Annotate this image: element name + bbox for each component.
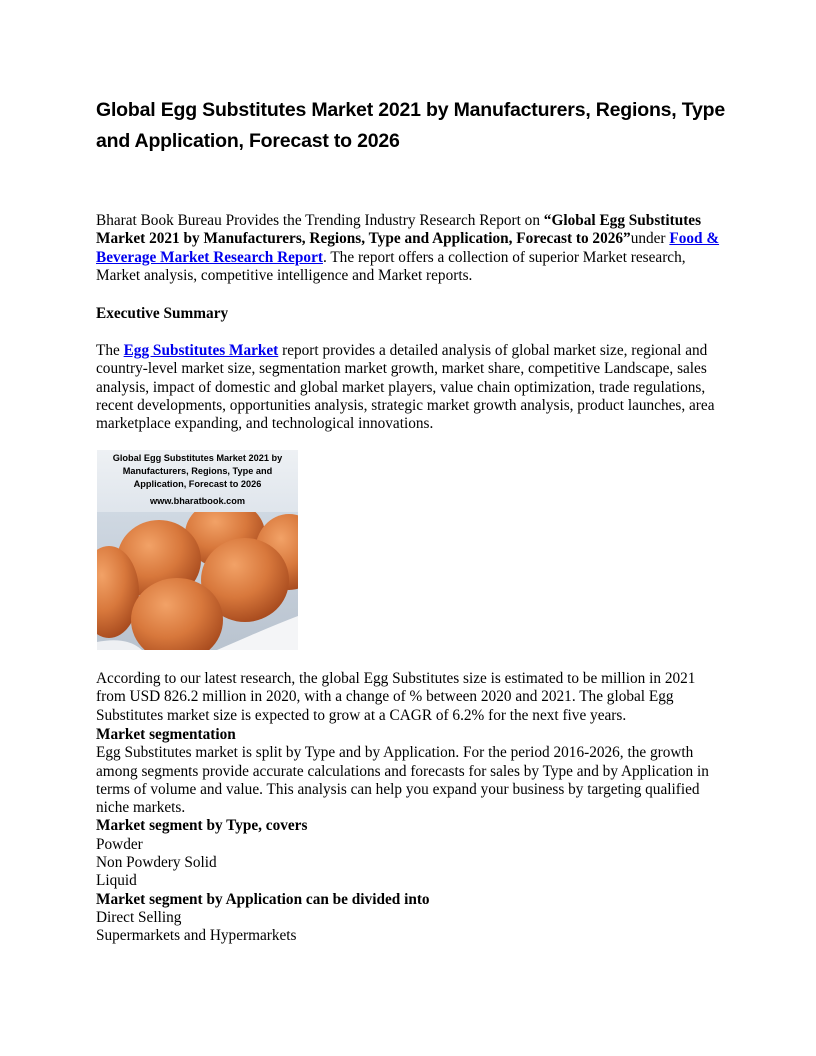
document-title: Global Egg Substitutes Market 2021 by Manufacturers, Regions, Type and Application, Forecast to 2026 <box>96 99 726 152</box>
research-paragraph: According to our latest research, the global Egg Substitutes size is estimated to be million in 2021 from USD 826.2 million in 2020, with a change of % between 2020 and 2021. The global Egg Substitutes market size is expected to grow at a CAGR of 6.2% for the next five years. <box>96 670 696 724</box>
type-heading: Market segment by Type, covers <box>96 817 308 835</box>
segmentation-heading: Market segmentation <box>96 726 236 743</box>
type-item: Powder <box>96 835 143 853</box>
application-item: Direct Selling <box>96 908 182 926</box>
application-item: Supermarkets and Hypermarkets <box>96 927 297 945</box>
application-heading: Market segment by Application can be divided into <box>96 890 430 908</box>
intro-paragraph <box>96 212 726 285</box>
eggs-photo <box>97 512 298 650</box>
type-item: Non Powdery Solid <box>96 854 217 872</box>
food-beverage-report-link[interactable]: Food & Beverage Market Research Report <box>96 230 720 266</box>
executive-summary-heading: Executive Summary <box>96 305 229 322</box>
type-item: Liquid <box>96 872 137 890</box>
segmentation-text: Egg Substitutes market is split by Type and by Application. For the period 2016-2026, the growth among segments provide accurate calculations and forecasts for sales by Type and by Application in terms of volume and value. This analysis can help you expand your business by targeting qualified niche markets. <box>96 744 709 817</box>
report-name: “Global Egg Substitutes Market 2021 by Manufacturers, Regions, Type and Application, Forecast to 2026” <box>96 212 702 248</box>
intro-under: under <box>630 230 670 248</box>
summary-text: report provides a detailed analysis of global market size, regional and country-level market size, segmentation market growth, market share, competitive Landscape, sales analysis, impact of domestic and global market players, value chain optimization, trade regulations, recent developments, opportunities analysis, strategic market growth analysis, product launches, area marketplace expanding, and technological innovations. <box>96 342 715 433</box>
summary-paragraph <box>96 342 726 433</box>
summary-prefix: The <box>96 342 124 359</box>
intro-prefix: Bharat Book Bureau Provides the Trending Industry Research Report on <box>96 212 544 229</box>
cover-url: www.bharatbook.com <box>149 496 246 506</box>
egg-substitutes-market-link[interactable]: Egg Substitutes Market <box>123 342 279 359</box>
cover-title: Global Egg Substitutes Market 2021 by Manufacturers, Regions, Type and Application, Forecast to 2026 <box>112 453 283 489</box>
report-cover-image <box>97 450 298 650</box>
segmentation-section <box>96 726 726 946</box>
intro-suffix: . The report offers a collection of superior Market research, Market analysis, competitive intelligence and Market reports. <box>96 248 686 284</box>
cover-header <box>97 450 298 512</box>
